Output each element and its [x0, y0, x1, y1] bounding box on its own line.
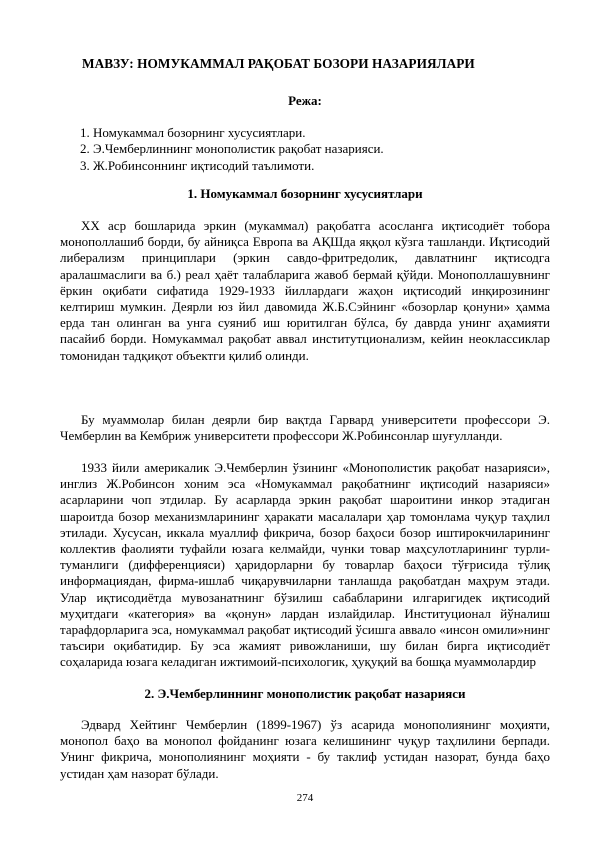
section-1-paragraph: XX аср бошларида эркин (мукаммал) рақобатга асосланга иқтисодиёт тобора монополлашиб борди, бу айниқса Европа ва АҚШда яққол кўзга ташланди. Иқтисодий либерализм принциплари (эркин савдо-фритредолик, давлатнинг иқтисодга аралашмаслиги ва б.) реал ҳаёт талабларига жавоб бермай қўйди. Монополлашувнинг ёркин оқибати сифатида 1929-1933 йиллардаги жаҳон иқтисодий инқирозининг келтириш мумкин. Деярли юз йил давомида Ж.Б.Сэйнинг «бозорлар қонуни» ҳамма ерда тан олинган ва унга суяниб иш юритилган бўлса, бу даврда унинг аҳамияти пасайиб борди. Номукаммал рақобат аввал институтционализм, кейин неоклассиклар томонидан тадқиқот объектги қилиб олинди. [60, 218, 550, 363]
document-page [60, 0, 550, 842]
plan-list [80, 125, 540, 174]
plan-item: 3. Ж.Робинсоннинг иқтисодий таълимоти. [80, 157, 315, 173]
plan-item: 2. Э.Чемберлиннинг монополистик рақобат назарияси. [80, 141, 384, 157]
plan-item: 1. Номукаммал бозорнинг хусусиятлари. [80, 125, 306, 140]
topic-title: МАВЗУ: НОМУКАММАЛ РАҚОБАТ БОЗОРИ НАЗАРИЯЛАРИ [82, 56, 475, 71]
section-2-heading: 2. Э.Чемберлиннинг монополистик рақобат назарияси [144, 686, 466, 701]
section-1-heading: 1. Номукаммал бозорнинг хусусиятлари [187, 186, 423, 201]
section-1-paragraph: 1933 йили америкалик Э.Чемберлин ўзининг «Монополистик рақобат назарияси», инглиз Ж.Робинсон хоним эса «Номукаммал рақобатнинг иқтисодий назарияси» асарларини чоп этдилар. Бу асарларда эркин рақобат шароитини инкор этадиган шароитда бозор механизмларининг ҳаракати масалалари ҳар томонлама чуқур таҳлил этилади. Хусусан, иккала муаллиф фикрича, бозор баҳоси бозор иштирокчиларининг коллектив фаолияти туфайли юзага келмайди, чунки товар маҳсулотларининг турли-туманлиги (дифференцияси) ҳаридорларни бу товарлар баҳоси тўғрисида тўлиқ информациядан, фирма-ишлаб чиқарувчиларни танлашда рақобатдан маҳрум этади. Улар иқтисодиётда мувозанатнинг бўзилиш сабабларини илгаригидек иқтисодий муҳитдаги «категория» ва «қонун» лардан излайдилар. Институционал йўналиш тарафдорларига эса, номукаммал рақобат иқтисодий ўсишга аввало «инсон омили»нинг таъсири оқибатидир. Бу эса жамият ривожланиши, шу билан бирга иқтисодиёт соҳаларида юзага келадиган ижтимоий-психологик, ҳуқуқий ва бошқа муаммолардир [60, 460, 550, 670]
page-number: 274 [296, 792, 314, 804]
section-2-paragraph: Эдвард Хейтинг Чемберлин (1899-1967) ўз асарида монополиянинг моҳияти, монопол баҳо ва монопол фойданинг юзага келишининг чуқур таҳлилини берпади. Унинг фикрича, монополиянинг моҳияти - бу таклиф устидан назорат, бунда баҳо устидан ҳам назорат бўлади. [60, 717, 550, 781]
plan-heading: Режа: [288, 93, 322, 108]
section-1-paragraph: Бу муаммолар билан деярли бир вақтда Гарвард университети профессори Э. Чемберлин ва Кембриж университети профессори Ж.Робинсонлар шуғулланди. [60, 412, 550, 444]
